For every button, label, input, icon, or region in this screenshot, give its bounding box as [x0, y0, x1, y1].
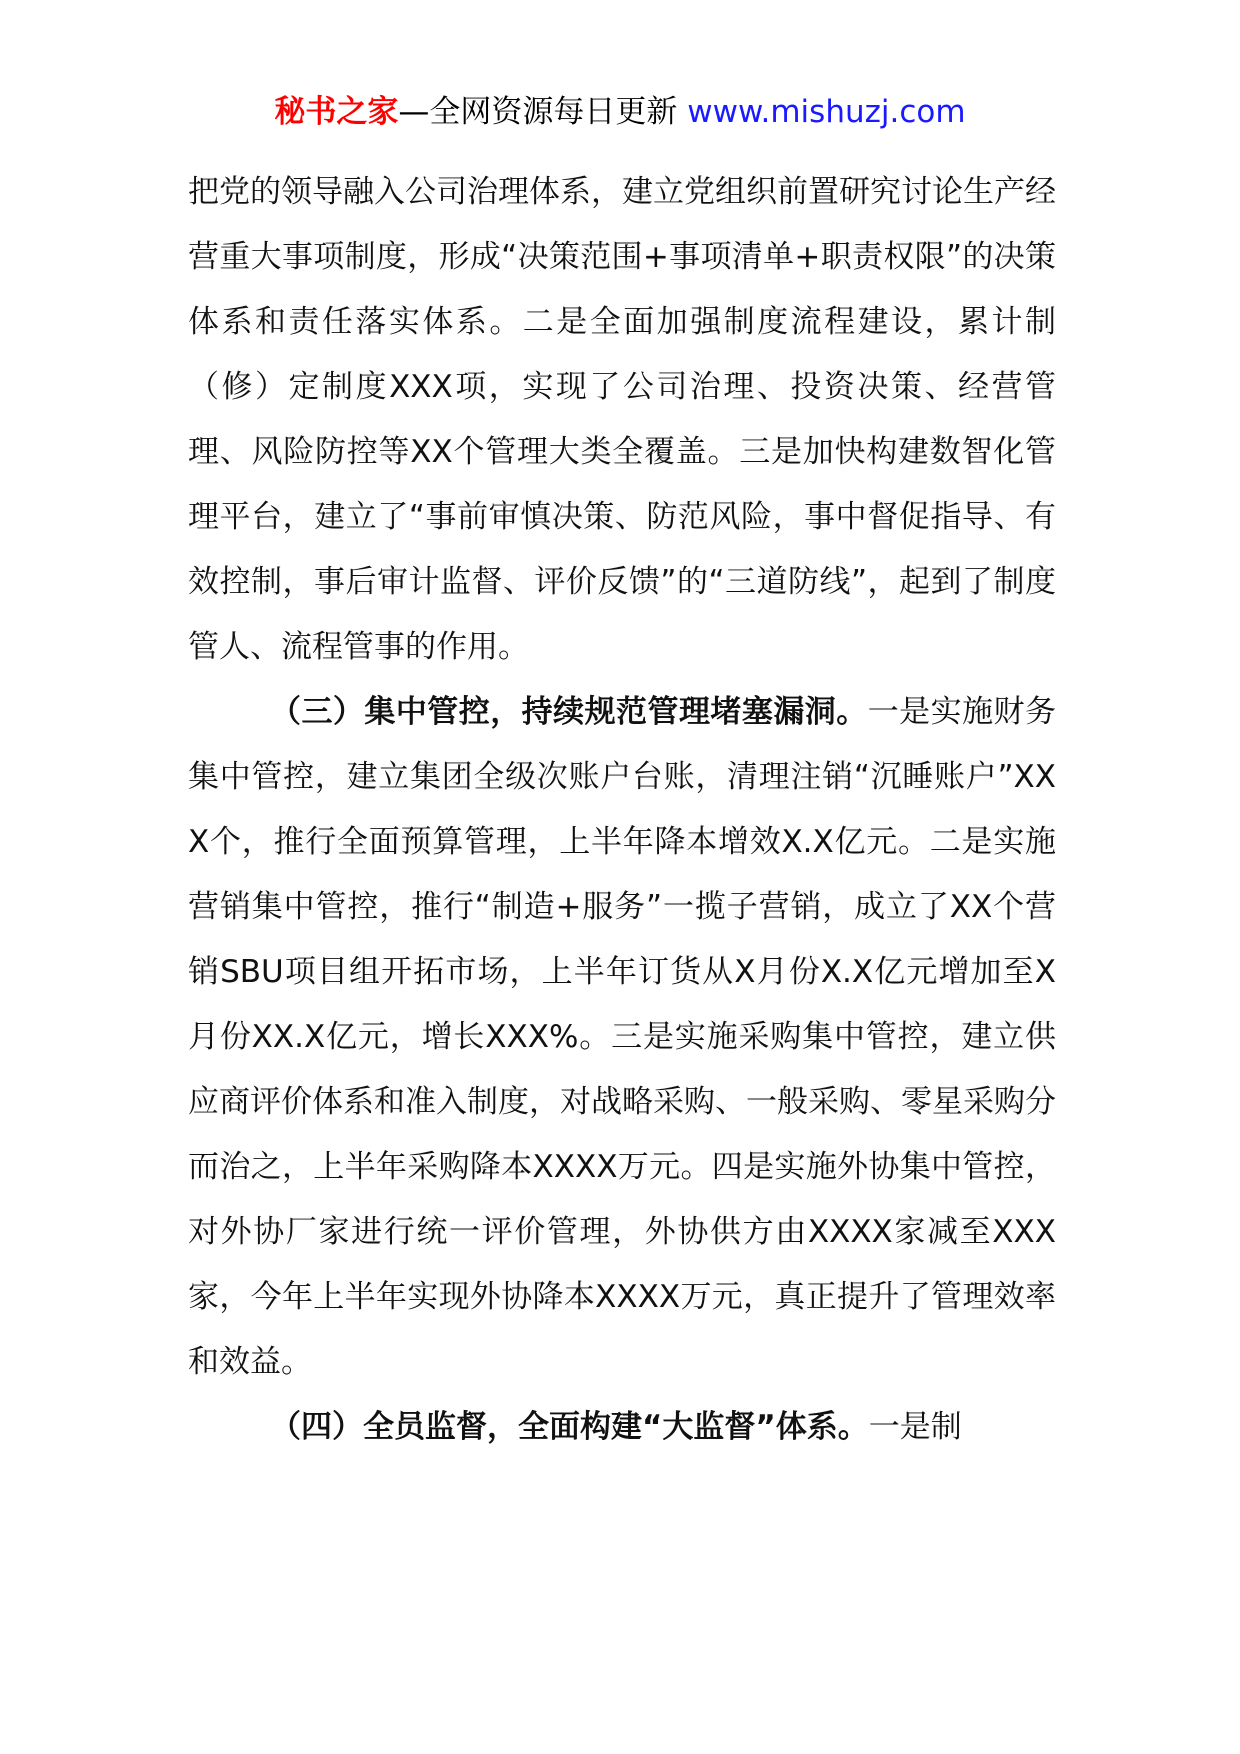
document-body — [188, 160, 1056, 1460]
section-heading: （三）集中管控，持续规范管理堵塞漏洞。 — [270, 694, 868, 730]
paragraph-section-4 — [188, 1395, 1056, 1460]
section-heading: （四）全员监督，全面构建“大监督”体系。 — [270, 1409, 869, 1445]
paragraph-text: 一是实施财务集中管控，建立集团全级次账户台账，清理注销“沉睡账户”XXX个，推行全面预算管理，上半年降本增效X.X亿元。二是实施营销集中管控，推行“制造+服务”一揽子营销，成立了XX个营销SBU项目组开拓市场，上半年订货从X月份X.X亿元增加至X月份XX.X亿元，增长XXX%。三是实施采购集中管控，建立供应商评价体系和准入制度，对战略采购、一般采购、零星采购分而治之，上半年采购降本XXXX万元。四是实施外协集中管控，对外协厂家进行统一评价管理，外协供方由XXXX家减至XXX家，今年上半年实现外协降本XXXX万元，真正提升了管理效率和效益。 — [188, 694, 1057, 1380]
brand-name: 秘书之家 — [274, 94, 399, 130]
paragraph-continued — [188, 160, 1056, 680]
paragraph-section-3 — [188, 680, 1056, 1395]
paragraph-text: 一是制 — [868, 1409, 962, 1445]
paragraph-text: 把党的领导融入公司治理体系，建立党组织前置研究讨论生产经营重大事项制度，形成“决策范围+事项清单+职责权限”的决策体系和责任落实体系。二是全面加强制度流程建设，累计制（修）定制度XXX项，实现了公司治理、投资决策、经营管理、风险防控等XX个管理大类全覆盖。三是加快构建数智化管理平台，建立了“事前审慎决策、防范风险，事中督促指导、有效控制，事后审计监督、评价反馈”的“三道防线”，起到了制度管人、流程管事的作用。 — [188, 174, 1056, 665]
site-header — [0, 92, 1240, 132]
site-url[interactable]: www.mishuzj.com — [687, 94, 966, 130]
header-tagline: —全网资源每日更新 — [398, 94, 688, 130]
